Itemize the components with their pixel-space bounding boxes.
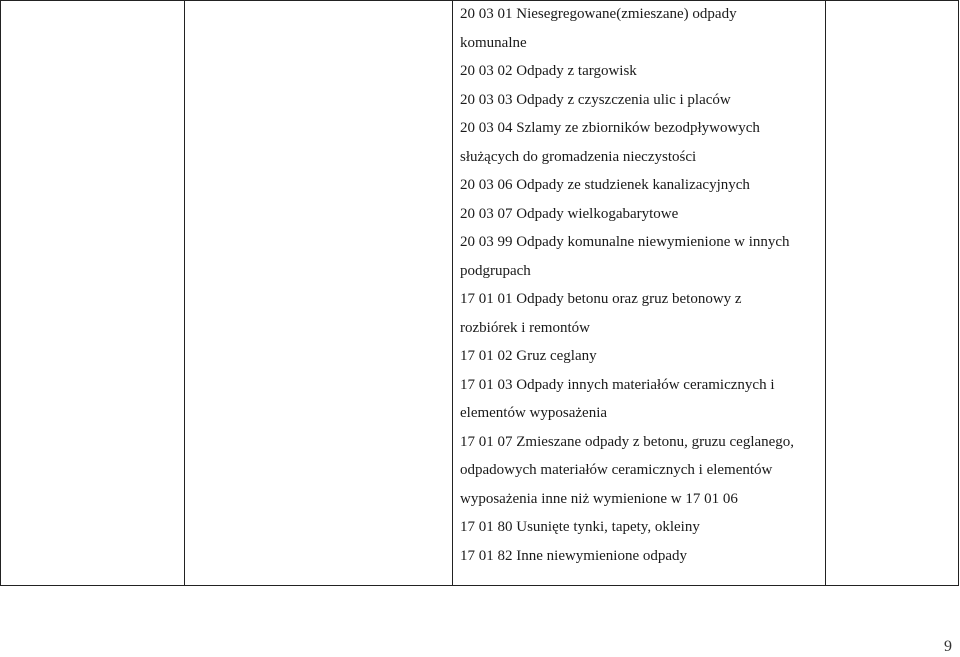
list-item [460, 285, 775, 342]
table-col-border-1 [0, 0, 1, 586]
waste-code: 20 03 06 [460, 177, 513, 193]
waste-description: Odpady z targowisk [516, 63, 637, 79]
waste-description: Odpady wielkogabarytowe [516, 205, 679, 222]
waste-code: 17 01 07 [460, 433, 513, 450]
table-col-border-2 [184, 0, 185, 586]
waste-description: Usunięte tynki, tapety, okleiny [516, 519, 700, 535]
waste-code: 20 03 04 [460, 120, 513, 136]
waste-code: 17 01 01 [460, 291, 513, 307]
waste-description: Odpady z czyszczenia ulic i placów [516, 91, 731, 108]
waste-code: 17 01 80 [460, 519, 513, 535]
waste-description: Odpady innych materiałów ceramicznych i elementów wyposażenia [460, 376, 775, 421]
waste-codes-cell [460, 0, 822, 570]
waste-description: Gruz ceglany [516, 348, 597, 364]
table-col-border-4 [825, 0, 826, 586]
waste-code: 17 01 82 [460, 547, 513, 564]
list-item [460, 86, 822, 115]
list-item [460, 371, 810, 428]
waste-description: Odpady komunalne niewymienione w innych podgrupach [460, 234, 790, 279]
list-item [460, 57, 822, 86]
page-number: 9 [944, 638, 952, 655]
table-col-border-3 [452, 0, 453, 586]
list-item [460, 342, 822, 371]
waste-description: Odpady ze studzienek kanalizacyjnych [516, 177, 750, 193]
list-item [460, 200, 822, 229]
list-item [460, 513, 822, 542]
waste-code: 17 01 03 [460, 376, 513, 393]
list-item [460, 428, 816, 514]
list-item [460, 114, 790, 171]
waste-code: 20 03 01 [460, 6, 513, 22]
list-item [460, 0, 760, 57]
waste-code: 20 03 99 [460, 234, 513, 250]
waste-description: Odpady betonu oraz gruz betonowy z rozbiórek i remontów [460, 291, 742, 336]
waste-description: Szlamy ze zbiorników bezodpływowych służących do gromadzenia nieczystości [460, 120, 760, 165]
waste-code: 20 03 07 [460, 205, 513, 222]
list-item [460, 542, 822, 571]
waste-code: 17 01 02 [460, 348, 513, 364]
waste-description: Niesegregowane(zmieszane) odpady komunalne [460, 6, 737, 51]
table-col-border-5 [958, 0, 959, 586]
table-bottom-border [0, 585, 958, 586]
waste-description: Zmieszane odpady z betonu, gruzu ceglanego, odpadowych materiałów ceramicznych i elementów wyposażenia inne niż wymienione w 17 01 06 [460, 433, 795, 507]
waste-code: 20 03 02 [460, 63, 513, 79]
list-item [460, 228, 822, 285]
waste-code: 20 03 03 [460, 91, 513, 108]
list-item [460, 171, 822, 200]
waste-description: Inne niewymienione odpady [516, 547, 688, 564]
